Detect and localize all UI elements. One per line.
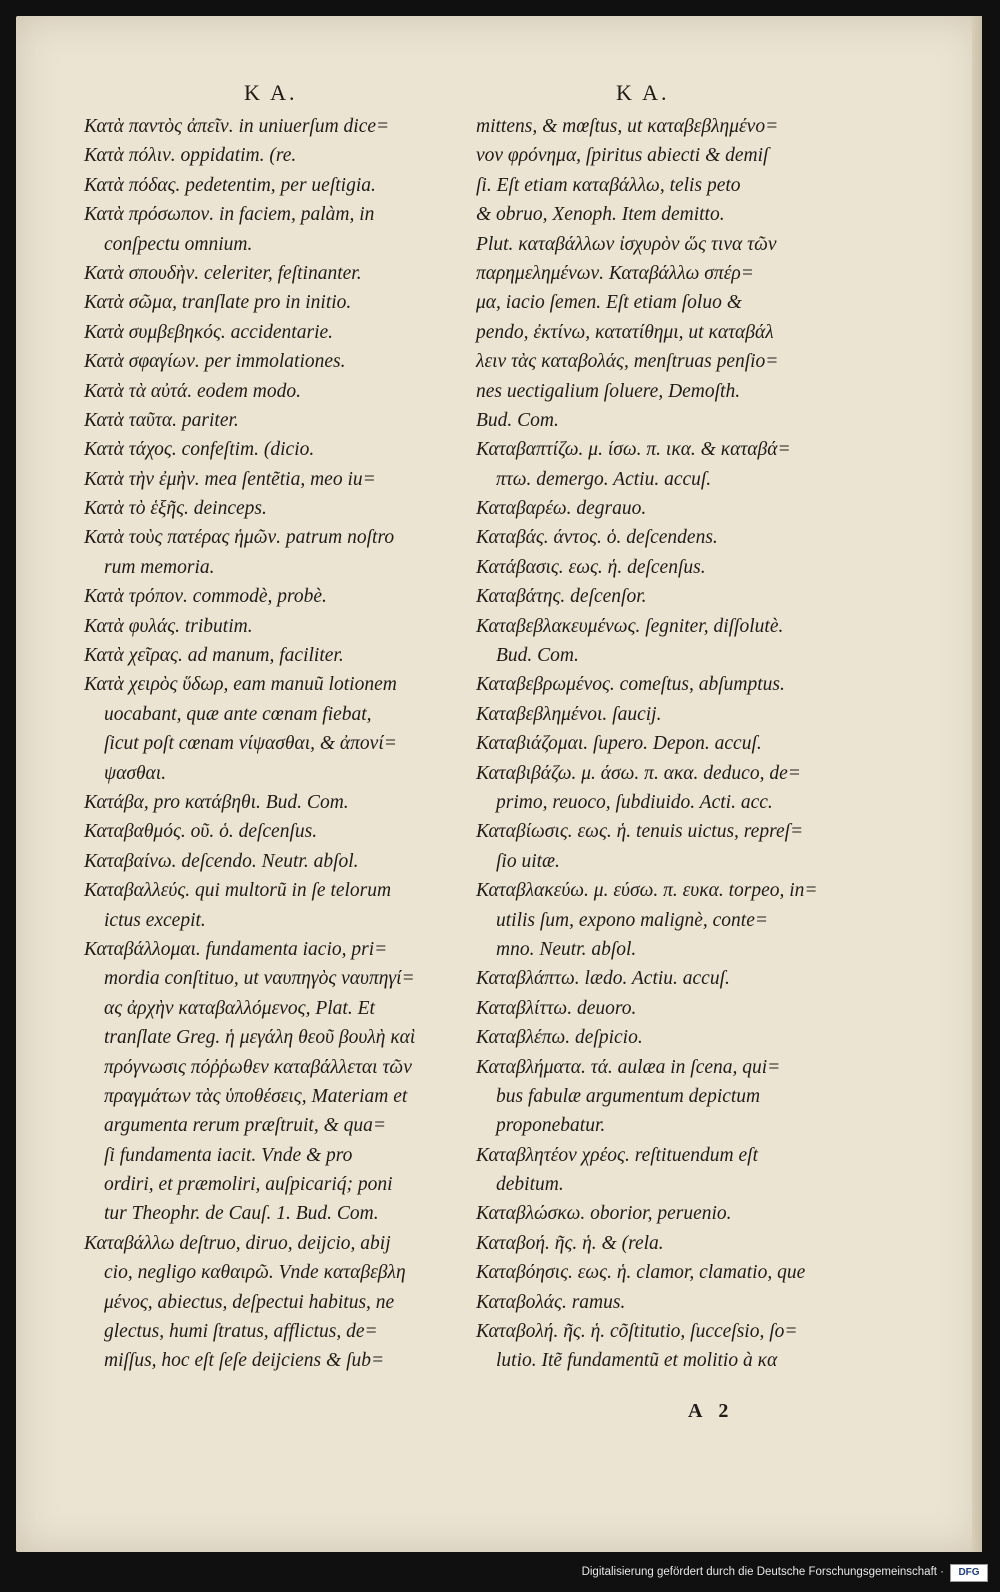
left-column-line: Κατὰ πόλιν. oppidatim. (re. [84,145,297,167]
left-column-line: uocabant, quæ ante cœnam fiebat, [104,703,372,725]
right-column-line: & obruo, Xenoph. Item demitto. [476,204,725,226]
left-column-line: Κατὰ χεῖρας. ad manum, faciliter. [84,645,344,667]
left-column-line: ας ἀρχὴν καταβαλλόμενος, Plat. Et [104,997,375,1019]
left-column-line: Καταβαθμός. οῦ. ὁ. deſcenſus. [84,821,318,843]
right-column-line: Καταβλητέον χρέος. reſtituendum eſt [476,1144,758,1166]
right-column-line: Καταβεβλημένοι. ſaucij. [476,703,662,725]
right-column-line: Καταβαπτίζω. μ. ίσω. π. ικα. & καταβά= [476,439,791,461]
left-column-line: Κατὰ σῶμα, tranſlate pro in initio. [84,292,352,314]
left-column-line: Κατὰ παντὸς ἀπεῖν. in uniuerſum dice= [84,116,390,137]
right-column-line: primo, reuoco, ſubdiuido. Acti. acc. [496,791,773,813]
footer-bar [0,1556,1000,1592]
left-column-line: Κατὰ πόδας. pedetentim, per ueſtigia. [84,174,376,196]
left-column-line: Καταβαίνω. deſcendo. Neutr. abſol. [84,850,359,872]
right-column [476,112,856,1376]
right-column-line: Καταβόησις. εως. ἡ. clamor, clamatio, que [476,1262,806,1284]
left-column-line: Καταβάλλομαι. fundamenta iacio, pri= [84,938,388,960]
left-column-line: glectus, humi ſtratus, afflictus, de= [104,1321,378,1343]
right-column-line: Bud. Com. [496,645,579,667]
right-column-line: Καταβάτης. deſcenſor. [476,586,647,608]
left-column-line: Κατὰ τάχος. confeſtim. (dicio. [84,439,315,461]
left-column-line: Κατὰ χειρὸς ὕδωρ, eam manuũ lotionem [84,674,397,696]
left-column-line: Κατὰ τρόπον. commodè, probè. [84,586,327,608]
left-column-line: Κατὰ φυλάς. tributim. [84,615,253,637]
right-column-line: Καταβλακεύω. μ. εύσω. π. ευκα. torpeo, in= [476,880,818,902]
left-column-line: πρόγνωσις πόῤῥωθεν καταβάλλεται τῶν [104,1056,412,1078]
right-column-line: παρημελημένων. Καταβάλλω σπέρ= [476,262,754,284]
right-column-line: nes uectigalium ſoluere, Demoſth. [476,380,741,402]
left-column-line: ψασθαι. [104,762,167,784]
right-column-line: Καταβίωσις. εως. ἡ. tenuis uictus, repreſ= [476,821,804,843]
left-column-line: Κατὰ τὰ αὐτά. eodem modo. [84,380,301,402]
right-column-line: Καταβιβάζω. μ. άσω. π. ακα. deduco, de= [476,762,801,784]
left-column-line: μένος, abiectus, deſpectui habitus, ne [104,1291,395,1313]
left-column-line: argumenta rerum præſtruit, & qua= [104,1115,387,1137]
left-column-line: πραγμάτων τὰς ὑποθέσεις, Materiam et [104,1085,408,1107]
right-column-line: νον φρόνημα, ſpiritus abiecti & demiſ [476,145,769,167]
right-column-line: lutio. Itẽ fundamentũ et molitio à κα [496,1350,778,1372]
left-column-line: Καταβαλλεύς. qui multorũ in ſe telorum [84,880,392,902]
right-column-line: Καταβεβρωμένος. comeſtus, abſumptus. [476,674,785,696]
right-column-line: mittens, & mœſtus, ut καταβεβλημένο= [476,116,779,137]
left-column-line: ictus excepit. [104,909,206,931]
right-column-line: Καταβάς. άντος. ὁ. deſcendens. [476,527,718,549]
left-column-line: Κατὰ ταῦτα. pariter. [84,409,239,431]
left-column-line: Κατάβα, pro κατάβηθι. Bud. Com. [84,791,349,813]
left-column-line: cio, negligo καθαιρῶ. Vnde καταβεβλη [104,1262,406,1284]
right-column-line: ſio uitæ. [496,850,560,872]
right-column-line: pendo, ἐκτίνω, κατατίθημι, ut καταβάλ [476,321,774,343]
left-column-line: Κατὰ τὸ ἑξῆς. deinceps. [84,498,267,520]
left-column-line: ordiri, et præmoliri, auſpicariq́; poni [104,1174,393,1196]
right-column-line: λειν τὰς καταβολάς, menſtruas penſio= [476,351,779,373]
signature-mark: A 2 [688,1400,735,1422]
dfg-logo: DFG [950,1564,988,1582]
left-column-line: ſi fundamenta iacit. Vnde & pro [104,1144,353,1166]
right-column-line: Καταβιάζομαι. ſupero. Depon. accuſ. [476,733,762,755]
right-column-line: Καταβλώσκω. oborior, peruenio. [476,1203,732,1225]
right-column-line: Κατάβασις. εως. ἡ. deſcenſus. [476,556,706,578]
left-column [84,112,446,1376]
left-column-line: miſſus, hoc eſt ſeſe deijciens & ſub= [104,1350,385,1372]
right-column-line: Καταβλίττω. deuoro. [476,997,637,1019]
right-column-line: πτω. demergo. Actiu. accuſ. [496,468,712,490]
right-column-line: Καταβεβλακευμένως. ſegniter, diſſolutè. [476,615,784,637]
right-column-line: mno. Neutr. abſol. [496,938,637,960]
right-column-line: μα, iacio ſemen. Eſt etiam ſoluo & [476,292,742,314]
left-column-line: tur Theophr. de Cauſ. 1. Bud. Com. [104,1203,379,1225]
right-column-line: Καταβλέπω. deſpicio. [476,1027,643,1049]
left-column-line: Κατὰ τὴν ἐμὴν. mea ſentẽtia, meo iu= [84,468,376,490]
running-head-left: K A. [244,80,298,105]
right-column-line: debitum. [496,1174,564,1196]
left-column-line: ſicut poſt cœnam νίψασθαι, & ἀπονί= [104,733,397,755]
left-column-line: Κατὰ σφαγίων. per immolationes. [84,351,346,373]
right-column-line: bus fabulæ argumentum depictum [496,1085,761,1107]
right-column-line: proponebatur. [496,1115,606,1137]
right-column-line: Καταβοή. ῆς. ἡ. & (rela. [476,1232,664,1254]
right-column-line: Καταβλήματα. τά. aulæa in ſcena, qui= [476,1056,781,1078]
right-column-line: Καταβλάπτω. lædo. Actiu. accuſ. [476,968,730,990]
left-column-line: Κατὰ τοὺς πατέρας ἡμῶν. patrum noſtro [84,527,395,549]
left-column-line: tranſlate Greg. ἡ μεγάλη θεοῦ βουλὴ καὶ [104,1027,416,1049]
right-column-line: utilis ſum, expono malignè, conte= [496,909,769,931]
left-column-line: Καταβάλλω deſtruo, diruo, deijcio, abij [84,1232,391,1254]
right-column-line: Plut. καταβάλλων ἰσχυρὸν ὥς τινα τῶν [476,233,777,255]
right-column-line: Bud. Com. [476,409,559,431]
right-column-line: ſi. Eſt etiam καταβάλλω, telis peto [476,174,741,196]
left-column-line: conſpectu omnium. [104,233,253,255]
right-column-line: Καταβολή. ῆς. ἡ. cõſtitutio, ſucceſsio, ſo= [476,1321,798,1343]
left-column-line: rum memoria. [104,556,215,578]
footer-credit: Digitalisierung gefördert durch die Deutsche Forschungsgemeinschaft · [581,1566,944,1578]
left-column-line: mordia conſtituo, ut ναυπηγὸς ναυπηγί= [104,968,415,990]
right-column-line: Καταβολάς. ramus. [476,1291,626,1313]
right-column-line: Καταβαρέω. degrauo. [476,498,647,520]
running-head-right: K A. [616,80,670,105]
book-page [16,16,982,1552]
left-column-line: Κατὰ σπουδὴν. celeriter, feſtinanter. [84,262,362,284]
left-column-line: Κατὰ πρόσωπον. in faciem, palàm, in [84,204,375,226]
left-column-line: Κατὰ συμβεβηκός. accidentarie. [84,321,334,343]
page-edge [972,16,982,1552]
